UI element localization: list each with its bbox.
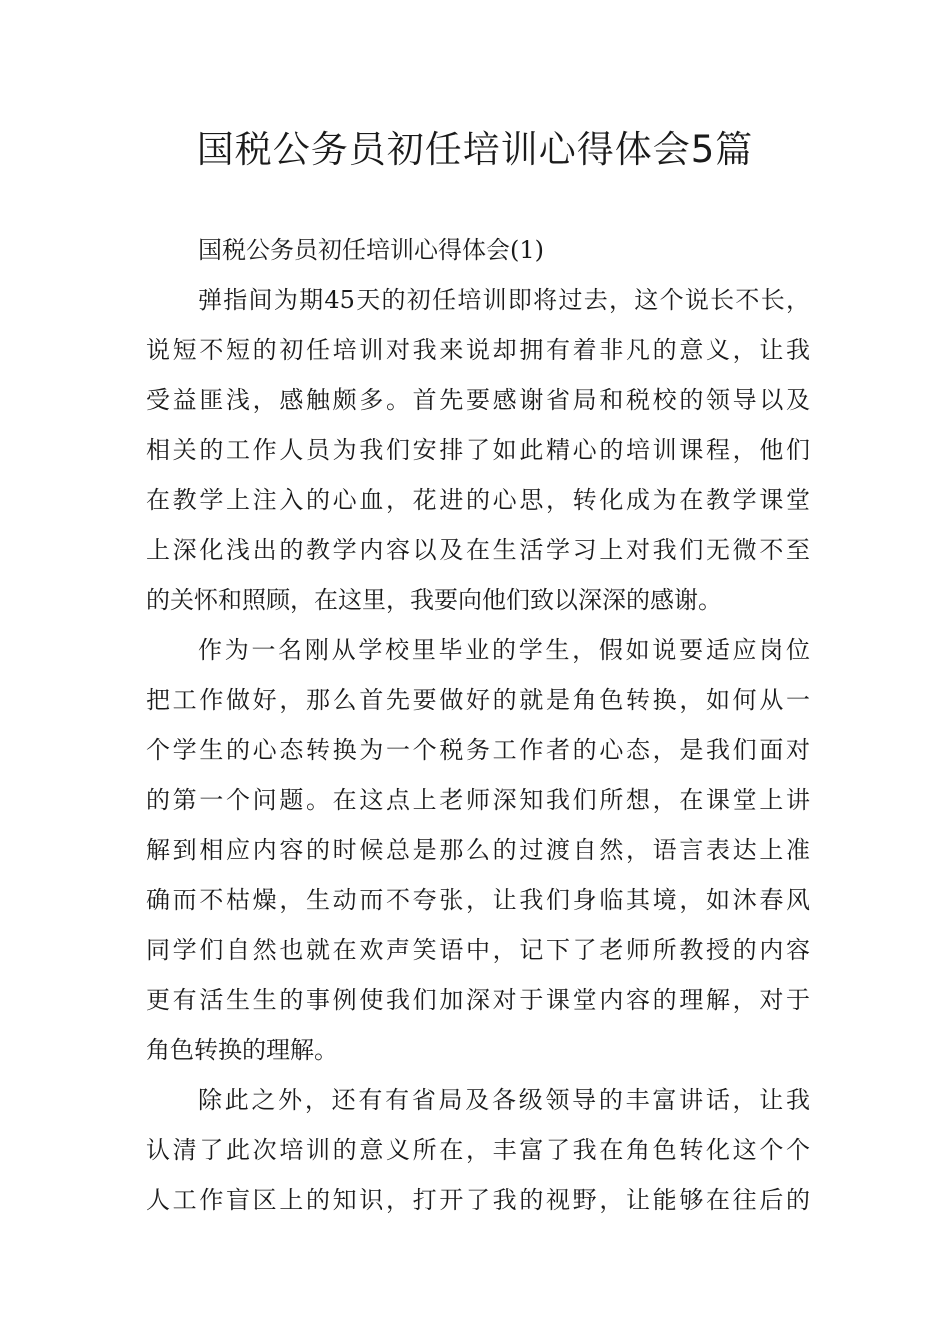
paragraph-line: 把工作做好，那么首先要做好的就是角色转换，如何从一 [146,686,810,714]
paragraph-line: 人工作盲区上的知识，打开了我的视野，让能够在往后的 [146,1186,810,1214]
paragraph-line: 说短不短的初任培训对我来说却拥有着非凡的意义，让我 [146,336,810,364]
paragraph-line: 认清了此次培训的意义所在，丰富了我在角色转化这个个 [146,1136,810,1164]
paragraph-line: 角色转换的理解。 [146,1036,338,1064]
paragraph-2 [146,625,810,1075]
paragraph-1 [146,275,810,625]
section-heading: 国税公务员初任培训心得体会(1) [198,236,544,264]
document-title: 国税公务员初任培训心得体会5篇 [196,128,754,171]
document-body [146,225,810,1225]
paragraph-line: 解到相应内容的时候总是那么的过渡自然，语言表达上准 [146,836,810,864]
paragraph-line: 除此之外，还有有省局及各级领导的丰富讲话，让我 [198,1086,810,1114]
paragraph-line: 上深化浅出的教学内容以及在生活学习上对我们无微不至 [146,536,810,564]
paragraph-3 [146,1075,810,1225]
paragraph-line: 相关的工作人员为我们安排了如此精心的培训课程，他们 [146,436,810,464]
paragraph-line: 弹指间为期45天的初任培训即将过去，这个说长不长， [198,286,810,314]
paragraph-line: 受益匪浅，感触颇多。首先要感谢省局和税校的领导以及 [146,386,810,414]
paragraph-line: 更有活生生的事例使我们加深对于课堂内容的理解，对于 [146,986,810,1014]
paragraph-line: 作为一名刚从学校里毕业的学生，假如说要适应岗位 [198,636,810,664]
paragraph-line: 确而不枯燥，生动而不夸张，让我们身临其境，如沐春风 [146,886,810,914]
paragraph-line: 的第一个问题。在这点上老师深知我们所想，在课堂上讲 [146,786,810,814]
paragraph-line: 个学生的心态转换为一个税务工作者的心态，是我们面对 [146,736,810,764]
paragraph-line: 的关怀和照顾，在这里，我要向他们致以深深的感谢。 [146,586,722,614]
paragraph-line: 同学们自然也就在欢声笑语中，记下了老师所教授的内容 [146,936,810,964]
paragraph-line: 在教学上注入的心血，花进的心思，转化成为在教学课堂 [146,486,810,514]
